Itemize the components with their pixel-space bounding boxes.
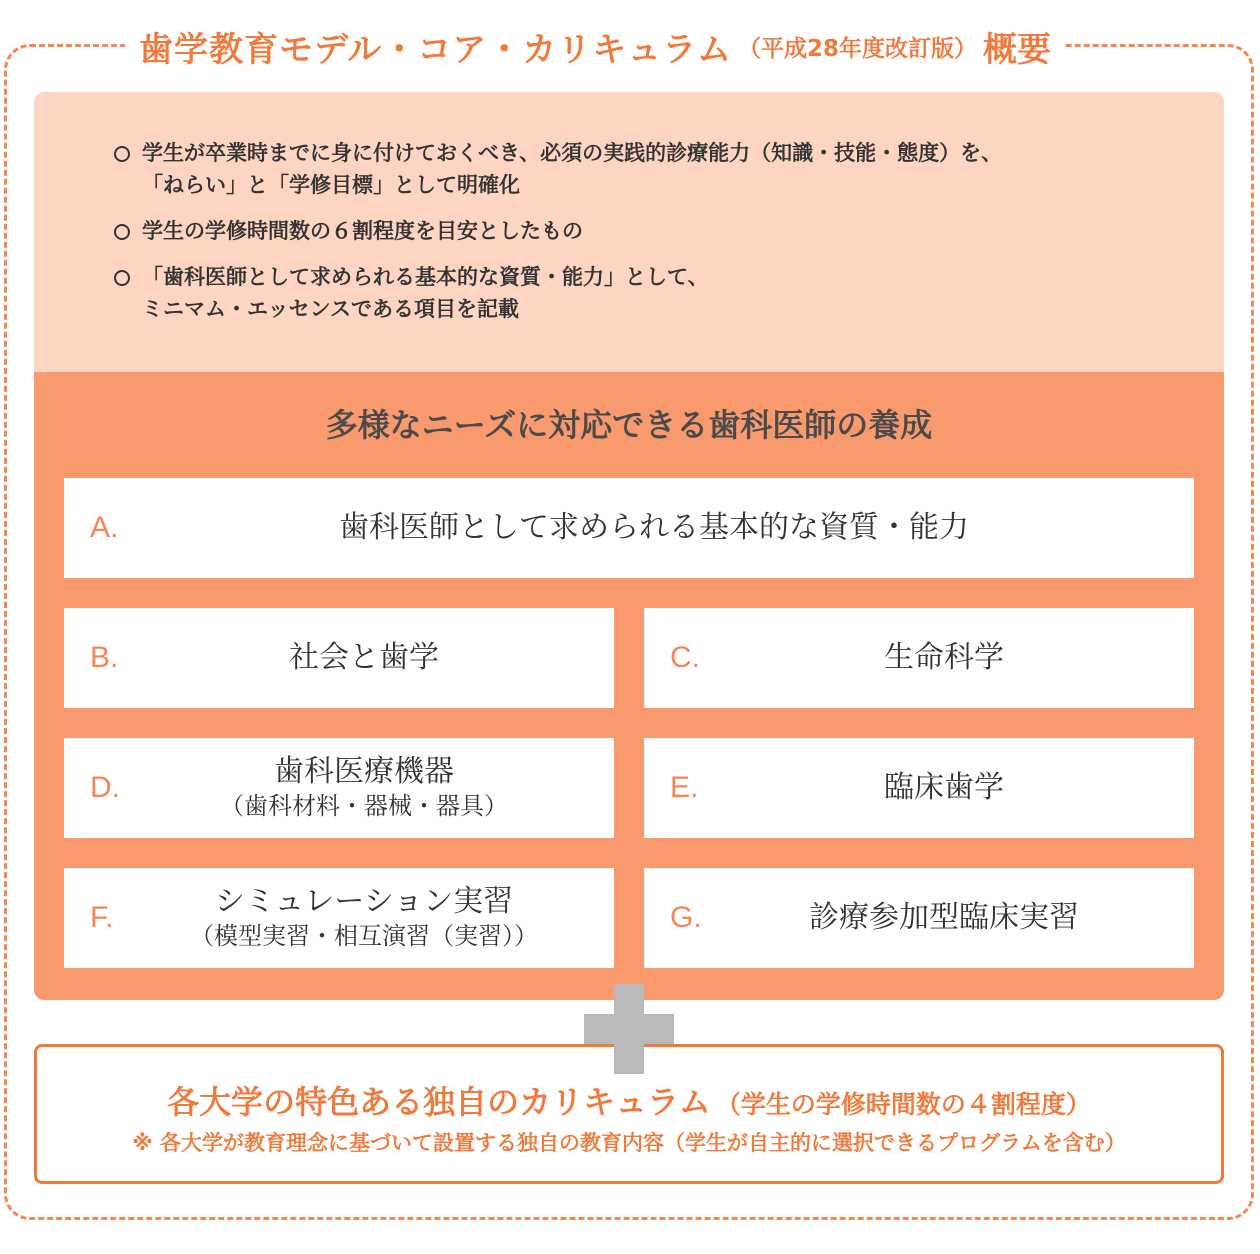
core-item-letter: D.: [90, 771, 120, 804]
core-item-letter: B.: [90, 641, 119, 674]
core-item-body: [714, 608, 1174, 708]
core-item-d: [64, 738, 614, 838]
core-item-label: 歯科医師として求められる基本的な資質・能力: [339, 510, 969, 545]
title-sub: （平成28年度改訂版）: [737, 35, 977, 62]
circle-bullet-icon: [114, 224, 130, 240]
core-item-sublabel: （模型実習・相互演習（実習））: [190, 922, 538, 950]
summary-bullet-text: 学生の学修時間数の６割程度を目安としたもの: [142, 219, 583, 243]
core-item-e: [644, 738, 1194, 838]
original-title-sub: （学生の学修時間数の４割程度）: [715, 1090, 1091, 1119]
plus-icon-bar: [584, 1014, 674, 1044]
core-item-label: 社会と歯学: [289, 640, 439, 675]
core-heading: 多様なニーズに対応できる歯科医師の養成: [325, 406, 933, 444]
core-item-label: シミュレーション実習: [214, 884, 514, 919]
core-item-letter: A.: [90, 511, 119, 544]
original-title: [37, 1077, 1221, 1123]
core-item-body: [714, 738, 1174, 838]
core-item-body: [134, 738, 594, 838]
original-title-main: 各大学の特色ある独自のカリキュラム: [167, 1083, 711, 1121]
core-item-label: 臨床歯学: [884, 770, 1004, 805]
core-item-label: 診療参加型臨床実習: [809, 900, 1079, 935]
core-item-label: 生命科学: [884, 640, 1004, 675]
summary-bullet: [114, 137, 1194, 201]
page-title: [125, 18, 1065, 74]
core-item-a: [64, 478, 1194, 578]
core-item-sublabel: （歯科材料・器械・器具）: [220, 792, 508, 820]
title-main: 歯学教育モデル・コア・カリキュラム: [139, 29, 732, 70]
summary-bullet-text: 「歯科医師として求められる基本的な資質・能力」として、 ミニマム・エッセンスである項目を記載: [142, 265, 709, 321]
core-curriculum-box: [34, 372, 1224, 1000]
summary-bullet-text: 学生が卒業時までに身に付けておくべき、必須の実践的診療能力（知識・技能・態度）を、 「ねらい」と「学修目標」として明確化: [142, 141, 1003, 197]
core-item-letter: F.: [90, 901, 114, 934]
core-item-c: [644, 608, 1194, 708]
summary-bullets: [114, 137, 1194, 339]
core-item-g: [644, 868, 1194, 968]
core-item-label: 歯科医療機器: [274, 754, 454, 789]
core-item-letter: E.: [670, 771, 699, 804]
summary-box: [34, 92, 1224, 372]
core-item-letter: G.: [670, 901, 702, 934]
core-item-f: [64, 868, 614, 968]
core-item-b: [64, 608, 614, 708]
circle-bullet-icon: [114, 146, 130, 162]
core-item-body: [134, 608, 594, 708]
summary-bullet: [114, 261, 1194, 325]
original-note: ※ 各大学が教育理念に基づいて設置する独自の教育内容（学生が自主的に選択できるプログラムを含む）: [132, 1131, 1126, 1155]
title-tail: 概要: [982, 29, 1051, 70]
core-item-body: [134, 478, 1174, 578]
core-item-body: [714, 868, 1174, 968]
core-item-letter: C.: [670, 641, 700, 674]
core-item-body: [134, 868, 594, 968]
circle-bullet-icon: [114, 270, 130, 286]
summary-bullet: [114, 215, 1194, 247]
